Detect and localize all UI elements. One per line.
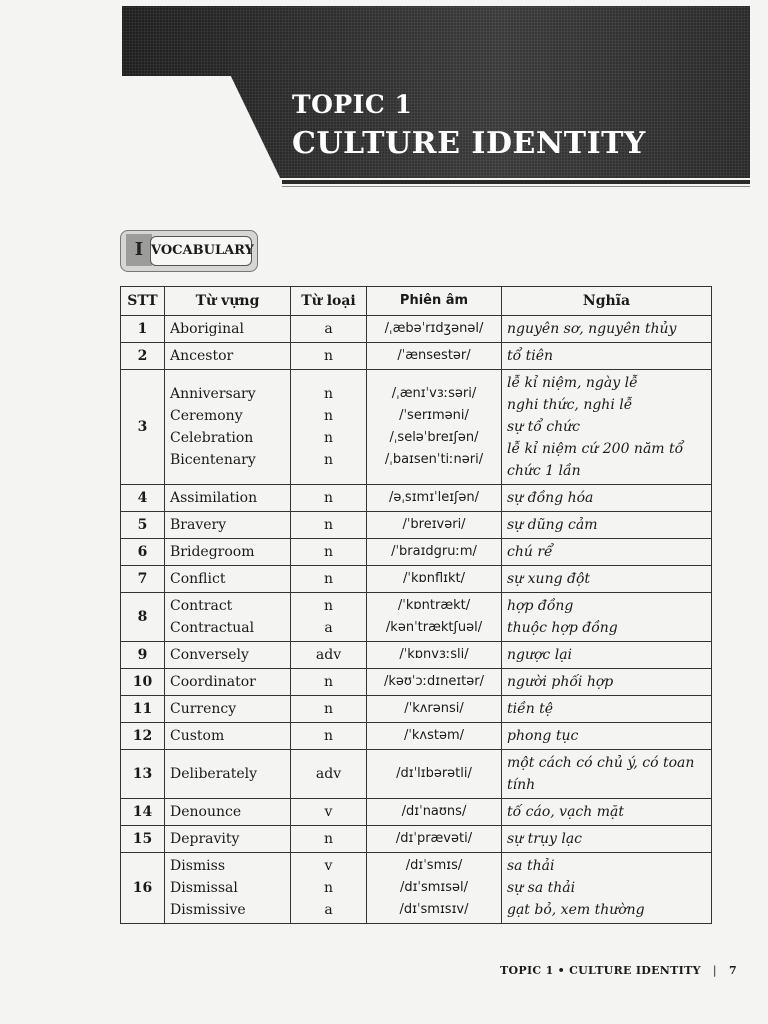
row-stt: 3 bbox=[121, 370, 165, 485]
row-ipa-line: /ˈænsestər/ bbox=[397, 348, 471, 363]
row-word-line: Deliberately bbox=[170, 766, 258, 782]
row-pos-line: a bbox=[324, 620, 333, 636]
row-meaning bbox=[502, 799, 712, 826]
row-meaning bbox=[502, 485, 712, 512]
row-word bbox=[165, 539, 291, 566]
row-word bbox=[165, 696, 291, 723]
table-row bbox=[121, 566, 712, 593]
row-pos-line: n bbox=[323, 571, 334, 587]
row-meaning bbox=[502, 750, 712, 799]
row-meaning bbox=[502, 696, 712, 723]
row-meaning-line: ngược lại bbox=[507, 647, 573, 663]
row-pos-line: n bbox=[323, 452, 334, 468]
row-pos-line: a bbox=[324, 321, 333, 337]
row-ipa bbox=[367, 370, 502, 485]
row-word bbox=[165, 799, 291, 826]
row-stt: 16 bbox=[121, 853, 165, 924]
row-meaning-line: nguyên sơ, nguyên thủy bbox=[507, 321, 677, 337]
header-meaning: Nghĩa bbox=[502, 287, 712, 316]
row-word-line: Dismissal bbox=[170, 880, 238, 896]
row-word bbox=[165, 370, 291, 485]
row-meaning-line: tổ tiên bbox=[507, 348, 554, 364]
footer-separator: | bbox=[712, 964, 717, 977]
table-row bbox=[121, 799, 712, 826]
row-pos bbox=[291, 750, 367, 799]
row-pos bbox=[291, 669, 367, 696]
banner-rule bbox=[282, 180, 750, 184]
row-meaning bbox=[502, 642, 712, 669]
row-meaning bbox=[502, 370, 712, 485]
table-body bbox=[121, 316, 712, 924]
row-ipa-line: /ˈbreɪvəri/ bbox=[402, 517, 466, 532]
page-footer bbox=[500, 964, 737, 977]
row-word-line: Aboriginal bbox=[170, 321, 244, 337]
row-meaning-line: hợp đồng bbox=[507, 598, 574, 614]
row-stt: 10 bbox=[121, 669, 165, 696]
row-stt: 8 bbox=[121, 593, 165, 642]
row-word bbox=[165, 853, 291, 924]
row-word-line: Anniversary bbox=[170, 386, 256, 402]
row-word bbox=[165, 723, 291, 750]
row-meaning-line: sự trụy lạc bbox=[507, 831, 583, 847]
row-ipa-line: /ˈbraɪdgruːm/ bbox=[391, 544, 477, 559]
table-row bbox=[121, 723, 712, 750]
row-ipa bbox=[367, 826, 502, 853]
row-meaning-line: sự tổ chức bbox=[507, 419, 581, 435]
row-pos bbox=[291, 566, 367, 593]
row-ipa bbox=[367, 539, 502, 566]
row-pos-line: n bbox=[323, 430, 334, 446]
row-stt: 12 bbox=[121, 723, 165, 750]
table-row bbox=[121, 750, 712, 799]
row-pos bbox=[291, 642, 367, 669]
row-pos bbox=[291, 696, 367, 723]
row-pos-line: n bbox=[323, 348, 334, 364]
row-stt: 1 bbox=[121, 316, 165, 343]
table-row bbox=[121, 539, 712, 566]
header-ipa: Phiên âm bbox=[367, 287, 502, 316]
row-meaning bbox=[502, 723, 712, 750]
row-word bbox=[165, 343, 291, 370]
row-word-line: Conflict bbox=[170, 571, 226, 587]
row-meaning-line: sự xung đột bbox=[507, 571, 591, 587]
row-stt: 13 bbox=[121, 750, 165, 799]
row-pos bbox=[291, 370, 367, 485]
row-ipa-line: /dɪˈsmɪsɪv/ bbox=[399, 902, 469, 917]
row-word-line: Conversely bbox=[170, 647, 249, 663]
row-ipa-line: /əˌsɪmɪˈleɪʃən/ bbox=[388, 490, 480, 505]
row-word-line: Ancestor bbox=[170, 348, 234, 364]
row-stt: 14 bbox=[121, 799, 165, 826]
row-ipa-line: /dɪˈprævəti/ bbox=[395, 831, 473, 846]
row-word bbox=[165, 669, 291, 696]
row-ipa-line: /kənˈtræktʃuəl/ bbox=[385, 620, 483, 635]
row-pos-line: n bbox=[323, 701, 334, 717]
row-meaning-line: phong tục bbox=[507, 728, 579, 744]
row-word bbox=[165, 512, 291, 539]
row-stt: 5 bbox=[121, 512, 165, 539]
header-stt: STT bbox=[121, 287, 165, 316]
row-pos bbox=[291, 485, 367, 512]
table-row bbox=[121, 485, 712, 512]
row-word-line: Currency bbox=[170, 701, 237, 717]
row-pos bbox=[291, 799, 367, 826]
row-pos-line: n bbox=[323, 517, 334, 533]
row-meaning bbox=[502, 853, 712, 924]
row-meaning-line: thuộc hợp đồng bbox=[507, 620, 618, 636]
header-pos: Từ loại bbox=[291, 287, 367, 316]
row-meaning-line: nghi thức, nghi lễ bbox=[507, 397, 633, 413]
row-ipa-line: /dɪˈlɪbərətli/ bbox=[396, 766, 472, 781]
row-ipa bbox=[367, 853, 502, 924]
row-ipa bbox=[367, 696, 502, 723]
table-row bbox=[121, 343, 712, 370]
row-word-line: Celebration bbox=[170, 430, 254, 446]
row-word bbox=[165, 316, 291, 343]
row-pos bbox=[291, 539, 367, 566]
row-word-line: Custom bbox=[170, 728, 225, 744]
row-word-line: Dismiss bbox=[170, 858, 226, 874]
row-ipa bbox=[367, 593, 502, 642]
topic-label: TOPIC 1 bbox=[292, 90, 413, 119]
row-meaning bbox=[502, 316, 712, 343]
vocabulary-table bbox=[120, 286, 712, 924]
row-meaning bbox=[502, 826, 712, 853]
row-word bbox=[165, 485, 291, 512]
page-number: 7 bbox=[729, 964, 737, 977]
row-word bbox=[165, 566, 291, 593]
row-ipa bbox=[367, 512, 502, 539]
row-ipa-line: /kəʊˈɔːdɪneɪtər/ bbox=[383, 674, 484, 689]
row-word-line: Bicentenary bbox=[170, 452, 256, 468]
row-word-line: Contract bbox=[170, 598, 233, 614]
row-ipa bbox=[367, 799, 502, 826]
row-word-line: Dismissive bbox=[170, 902, 246, 918]
row-pos bbox=[291, 723, 367, 750]
row-pos-line: n bbox=[323, 598, 334, 614]
row-meaning-line: tố cáo, vạch mặt bbox=[507, 804, 624, 820]
section-label: VOCABULARY bbox=[150, 236, 252, 266]
footer-text: TOPIC 1 • CULTURE IDENTITY bbox=[500, 964, 701, 977]
row-pos-line: v bbox=[324, 804, 333, 820]
row-meaning-line: lễ kỉ niệm, ngày lễ bbox=[507, 375, 638, 391]
row-word bbox=[165, 826, 291, 853]
row-stt: 4 bbox=[121, 485, 165, 512]
row-pos-line: n bbox=[323, 880, 334, 896]
row-word bbox=[165, 750, 291, 799]
row-word-line: Denounce bbox=[170, 804, 242, 820]
row-word-line: Depravity bbox=[170, 831, 240, 847]
row-word bbox=[165, 593, 291, 642]
row-word-line: Coordinator bbox=[170, 674, 256, 690]
row-pos-line: v bbox=[324, 858, 333, 874]
row-meaning bbox=[502, 512, 712, 539]
table-row bbox=[121, 669, 712, 696]
table-row bbox=[121, 642, 712, 669]
row-meaning-line: tiền tệ bbox=[507, 701, 554, 717]
row-word bbox=[165, 642, 291, 669]
row-pos-line: n bbox=[323, 831, 334, 847]
header-word: Từ vựng bbox=[165, 287, 291, 316]
table-row bbox=[121, 826, 712, 853]
row-ipa-line: /ˈkɒntrækt/ bbox=[397, 598, 471, 613]
row-meaning bbox=[502, 539, 712, 566]
row-pos bbox=[291, 853, 367, 924]
row-meaning bbox=[502, 566, 712, 593]
row-ipa bbox=[367, 485, 502, 512]
row-meaning-line: gạt bỏ, xem thường bbox=[507, 902, 645, 918]
row-ipa-line: /dɪˈsmɪs/ bbox=[405, 858, 463, 873]
row-word-line: Ceremony bbox=[170, 408, 243, 424]
row-stt: 9 bbox=[121, 642, 165, 669]
row-meaning-line: lễ kỉ niệm cứ 200 năm tổ chức 1 lần bbox=[507, 441, 684, 479]
row-meaning-line: sa thải bbox=[507, 858, 555, 874]
row-word-line: Bridegroom bbox=[170, 544, 255, 560]
row-ipa-line: /ˈkʌstəm/ bbox=[403, 728, 465, 743]
row-pos-line: n bbox=[323, 386, 334, 402]
row-ipa-line: /ˈkɒnflɪkt/ bbox=[403, 571, 465, 586]
row-pos bbox=[291, 512, 367, 539]
row-stt: 11 bbox=[121, 696, 165, 723]
row-ipa-line: /ˌseləˈbreɪʃən/ bbox=[389, 430, 479, 445]
row-pos-line: adv bbox=[315, 647, 342, 663]
row-pos bbox=[291, 593, 367, 642]
row-ipa bbox=[367, 723, 502, 750]
table-header-row bbox=[121, 287, 712, 316]
table-row bbox=[121, 316, 712, 343]
row-meaning-line: một cách có chủ ý, có toan tính bbox=[507, 755, 695, 793]
table-row bbox=[121, 853, 712, 924]
row-stt: 15 bbox=[121, 826, 165, 853]
table-row bbox=[121, 696, 712, 723]
row-ipa-line: /ˈserɪməni/ bbox=[399, 408, 469, 423]
row-ipa-line: /ˌæbəˈrɪdʒənəl/ bbox=[384, 321, 484, 336]
row-meaning-line: sự đồng hóa bbox=[507, 490, 594, 506]
row-ipa bbox=[367, 566, 502, 593]
row-pos-line: n bbox=[323, 490, 334, 506]
row-meaning bbox=[502, 593, 712, 642]
row-meaning-line: chú rể bbox=[507, 544, 553, 560]
row-ipa bbox=[367, 642, 502, 669]
row-pos bbox=[291, 316, 367, 343]
row-stt: 7 bbox=[121, 566, 165, 593]
row-ipa-line: /dɪˈsmɪsəl/ bbox=[399, 880, 469, 895]
table-row bbox=[121, 593, 712, 642]
row-stt: 6 bbox=[121, 539, 165, 566]
row-pos-line: n bbox=[323, 728, 334, 744]
row-pos-line: a bbox=[324, 902, 333, 918]
row-ipa-line: /ˈkʌrənsi/ bbox=[404, 701, 464, 716]
row-meaning-line: sự sa thải bbox=[507, 880, 576, 896]
row-word-line: Assimilation bbox=[170, 490, 258, 506]
row-pos-line: n bbox=[323, 674, 334, 690]
row-ipa-line: /ˈkɒnvɜːsli/ bbox=[399, 647, 469, 662]
banner-rule-thin bbox=[282, 186, 750, 187]
row-meaning-line: sự dũng cảm bbox=[507, 517, 598, 533]
row-pos bbox=[291, 343, 367, 370]
row-ipa bbox=[367, 750, 502, 799]
row-word-line: Contractual bbox=[170, 620, 255, 636]
row-ipa-line: /dɪˈnaʊns/ bbox=[401, 804, 467, 819]
row-pos-line: adv bbox=[315, 766, 342, 782]
row-pos bbox=[291, 826, 367, 853]
row-ipa bbox=[367, 669, 502, 696]
section-number: I bbox=[126, 234, 152, 266]
row-ipa-line: /ˌænɪˈvɜːsəri/ bbox=[391, 386, 477, 401]
row-ipa bbox=[367, 343, 502, 370]
table-row bbox=[121, 370, 712, 485]
row-pos-line: n bbox=[323, 544, 334, 560]
row-meaning-line: người phối hợp bbox=[507, 674, 614, 690]
row-stt: 2 bbox=[121, 343, 165, 370]
row-word-line: Bravery bbox=[170, 517, 227, 533]
row-pos-line: n bbox=[323, 408, 334, 424]
row-ipa bbox=[367, 316, 502, 343]
row-ipa-line: /ˌbaɪsenˈtiːnəri/ bbox=[384, 452, 484, 467]
topic-title: CULTURE IDENTITY bbox=[292, 126, 646, 161]
row-meaning bbox=[502, 343, 712, 370]
table-row bbox=[121, 512, 712, 539]
row-meaning bbox=[502, 669, 712, 696]
